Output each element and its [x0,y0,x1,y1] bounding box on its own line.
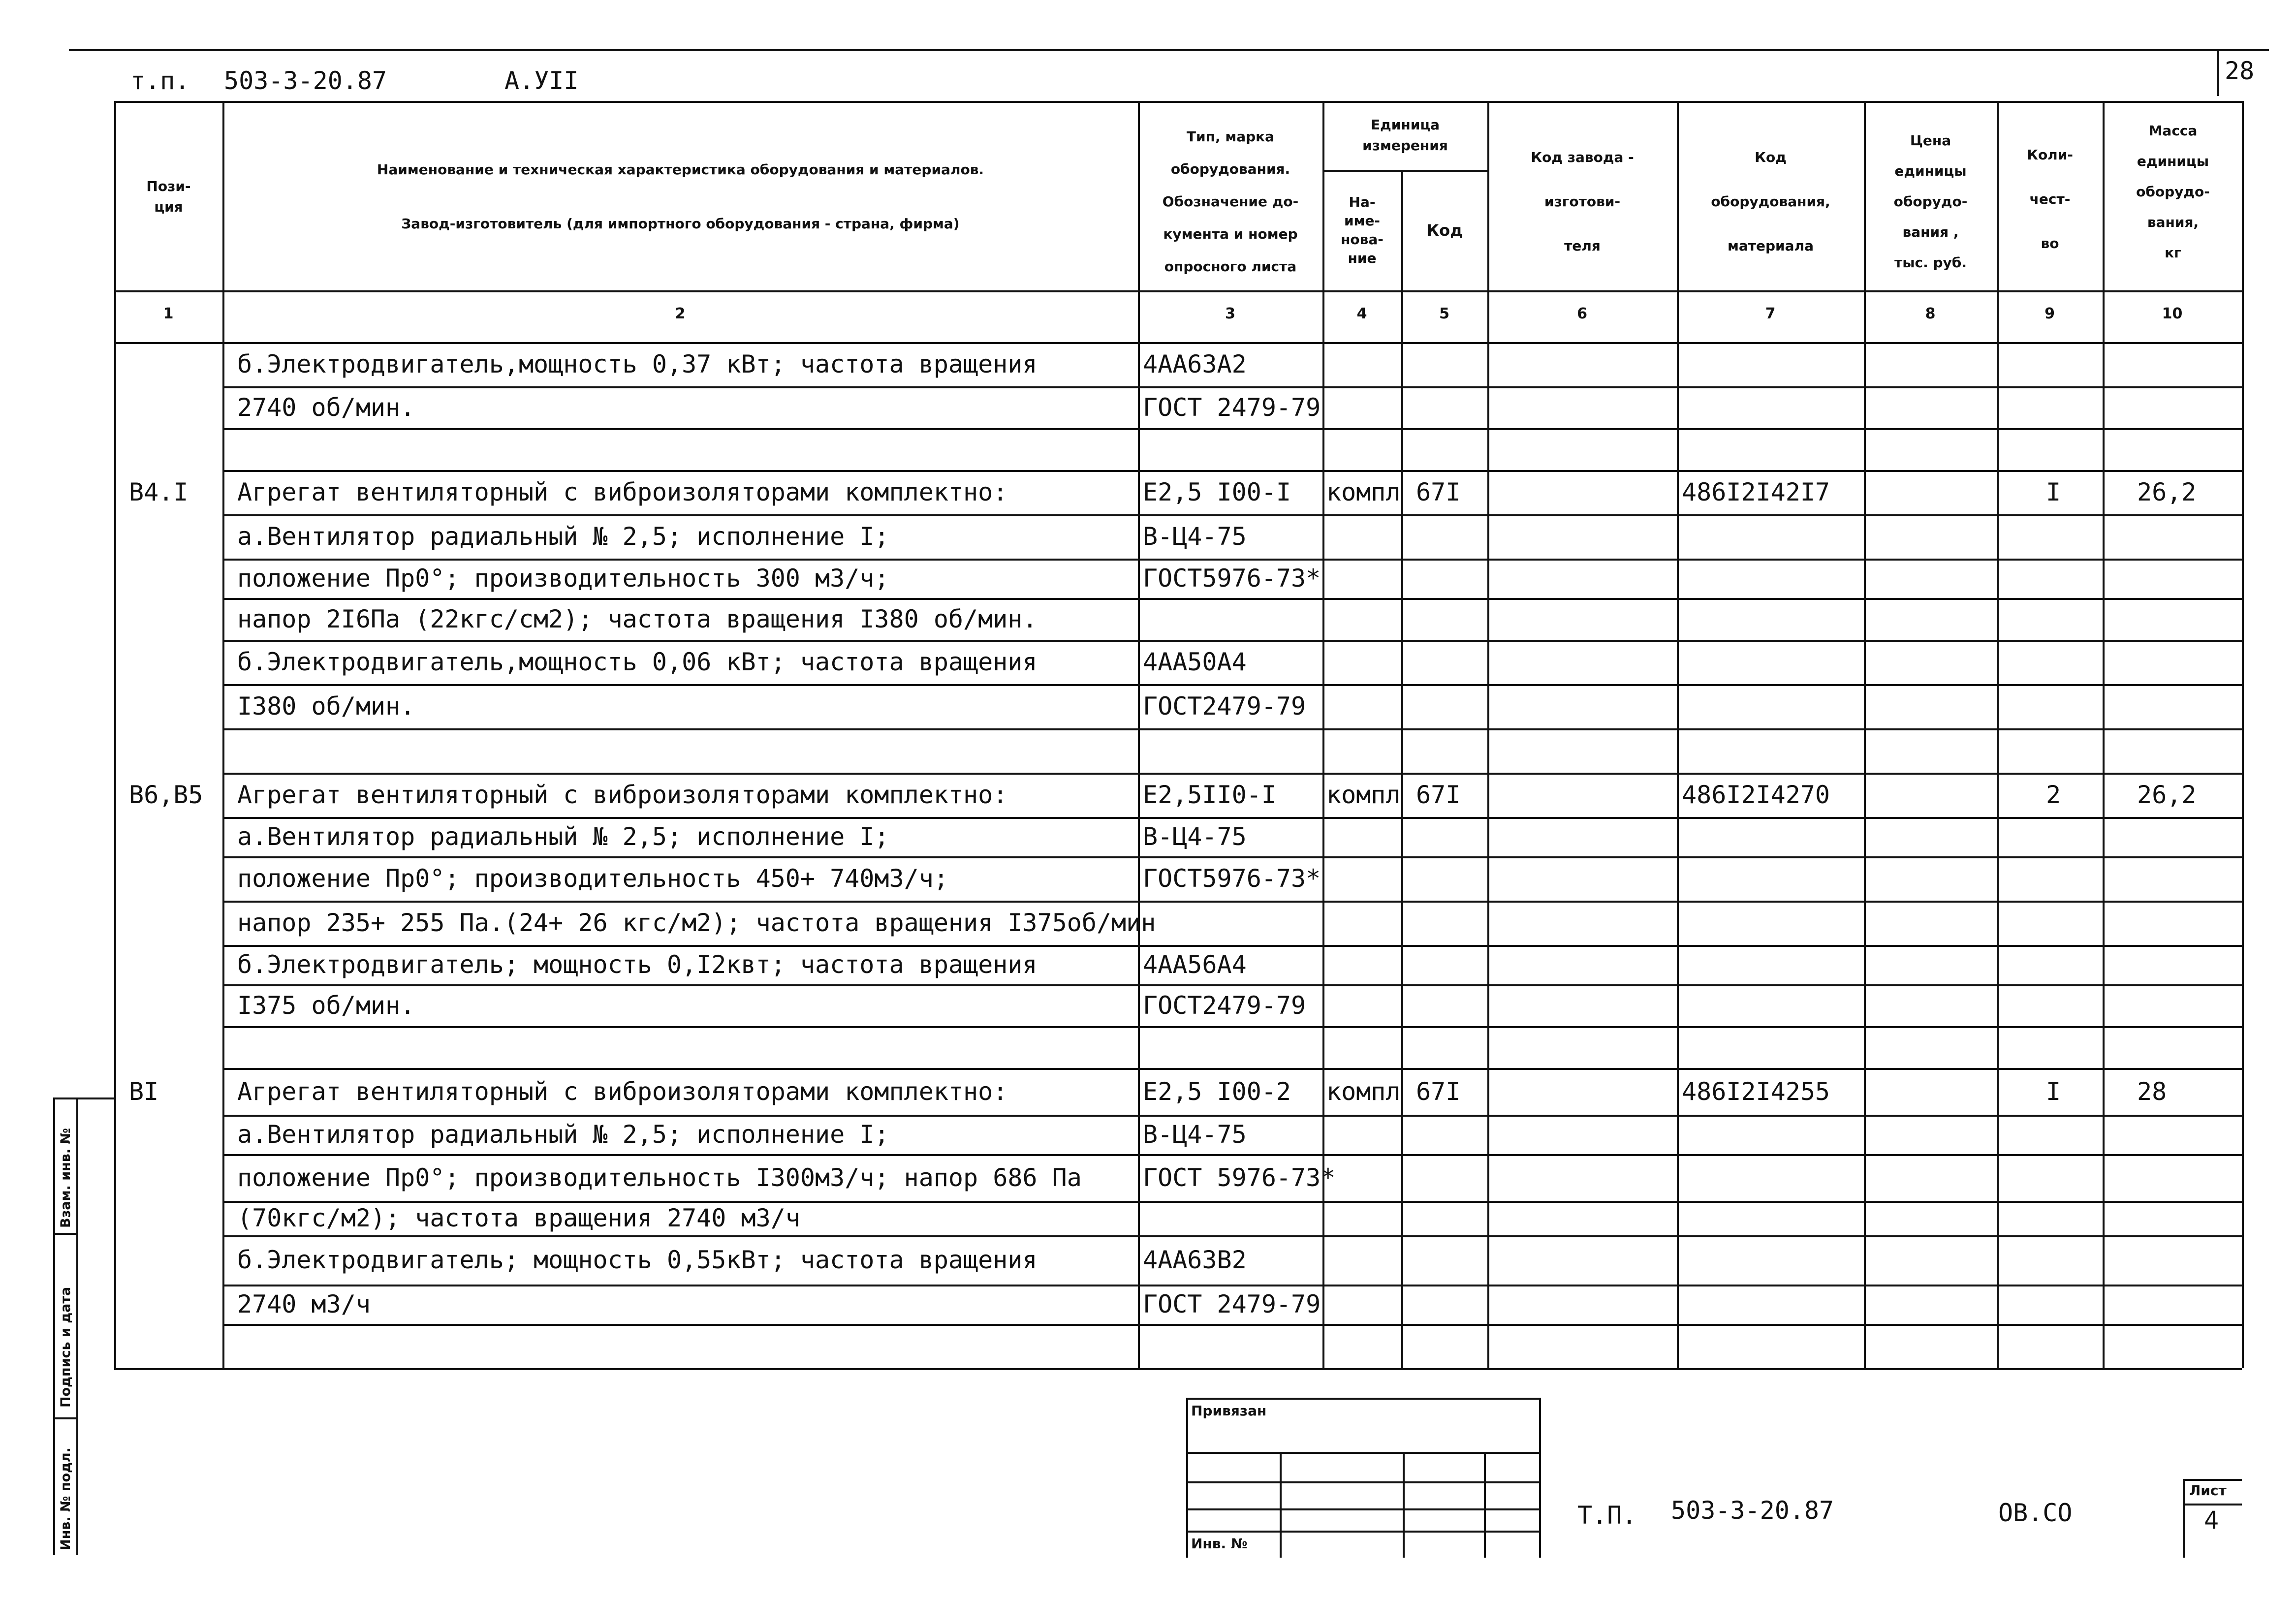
stamp-linked-h3 [1186,1508,1541,1510]
row-line-11 [222,817,2242,819]
col-line-7 [1864,101,1866,1368]
row-name: напор 2I6Па (22кгс/см2); частота вращения I380 об/мин. [237,604,1038,633]
row-position: В6,В5 [129,781,203,809]
sheet-box-left [2217,49,2219,96]
row-quantity: I [2046,478,2061,506]
side-stamp-top-line [53,1097,115,1099]
row-line-18 [222,1115,2242,1117]
row-type: ГОСТ2479-79 [1143,991,1306,1020]
row-type: Е2,5 I00-2 [1143,1077,1291,1106]
col1-header: Пози- ция [146,178,191,215]
stamp-inv-label: Инв. № [1191,1536,1248,1552]
row-type: ГОСТ5976-73* [1143,864,1321,893]
row-name: 2740 м3/ч [237,1290,371,1318]
row-line-5 [222,559,2242,561]
row-line-1 [222,386,2242,388]
col-line-0 [114,101,116,1368]
row-equipment-code: 486I2I4255 [1682,1077,1830,1106]
row-type: ГОСТ5976-73* [1143,564,1321,593]
col5-header: Код [1426,220,1463,240]
side-stamp-div2 [53,1417,78,1419]
col-line-10 [2242,101,2244,1368]
table-top-border [114,101,2242,103]
row-type: ГОСТ2479-79 [1143,692,1306,721]
column-number: 6 [1577,305,1587,322]
row-line-14 [222,945,2242,947]
row-type: ГОСТ 2479-79 [1143,1290,1321,1318]
row-name: Агрегат вентиляторный с виброизоляторами комплектно: [237,781,1008,809]
row-quantity: 2 [2046,781,2061,809]
row-name: а.Вентилятор радиальный № 2,5; исполнение I; [237,522,889,551]
col-line-8 [1997,101,1999,1368]
row-line-3 [222,470,2242,472]
col-line-2 [1138,101,1140,1368]
col-line-5 [1487,101,1489,1368]
row-position: ВI [129,1077,159,1106]
row-type: В-Ц4-75 [1143,1120,1247,1149]
row-type: 4АА63В2 [1143,1246,1247,1274]
row-line-17 [222,1068,2242,1070]
row-line-12 [222,856,2242,858]
col-line-4 [1401,170,1403,1368]
stamp-sheet-label: Лист [2189,1482,2227,1499]
row-line-9 [222,728,2242,730]
stamp-sheet-top [2183,1479,2242,1481]
album-code: А.УII [504,66,579,95]
row-type: 4АА56А4 [1143,950,1247,979]
row-name: а.Вентилятор радиальный № 2,5; исполнение I; [237,822,889,851]
column-number: 4 [1356,305,1367,322]
row-name: Агрегат вентиляторный с виброизоляторами комплектно: [237,1077,1008,1106]
row-line-15 [222,984,2242,986]
col6-header: Код завода - изготови- теля [1531,149,1634,254]
row-line-22 [222,1285,2242,1286]
number-row-bottom-border [114,342,2242,344]
row-name: (70кгс/м2); частота вращения 2740 м3/ч [237,1204,800,1232]
col8-header: Цена единицы оборудо- вания , тыс. руб. [1893,132,1968,271]
row-unit: компл [1326,781,1401,809]
side-stamp-mid-line [76,1097,78,1555]
stamp-linked-right [1539,1398,1541,1558]
row-name: I380 об/мин. [237,692,415,721]
row-name: положение Пр0°; производительность 450+ 740м3/ч; [237,864,948,893]
stamp-linked-h4 [1186,1531,1541,1533]
row-line-20 [222,1201,2242,1203]
stamp-linked-h2 [1186,1481,1541,1483]
col-line-9 [2103,101,2105,1368]
row-type: В-Ц4-75 [1143,522,1247,551]
unit-group-divider [1322,170,1487,172]
col7-header: Код оборудования, материала [1711,149,1830,254]
row-name: положение Пр0°; производительность 300 м3/ч; [237,564,889,593]
row-name: I375 об/мин. [237,991,415,1020]
column-number: 3 [1225,305,1235,322]
row-name: б.Электродвигатель; мощность 0,55кВт; частота вращения [237,1246,1038,1274]
row-name: а.Вентилятор радиальный № 2,5; исполнение I; [237,1120,889,1149]
row-equipment-code: 486I2I4270 [1682,781,1830,809]
sheet-number-top: 28 [2225,57,2255,85]
row-mass: 26,2 [2137,781,2197,809]
col3-header: Тип, марка оборудования. Обозначение до- кумента и номер опросного листа [1162,128,1299,275]
column-number: 5 [1439,305,1449,322]
row-type: 4АА63А2 [1143,350,1247,378]
row-line-19 [222,1154,2242,1156]
header-bottom-border [114,290,2242,292]
row-position: В4.I [129,478,189,506]
stamp-linked-v1 [1280,1452,1282,1558]
row-unit-code: 67I [1416,1077,1461,1106]
row-line-7 [222,640,2242,642]
stamp-code: 503-3-20.87 [1671,1496,1834,1525]
stamp-linked-v2 [1403,1452,1405,1558]
column-number: 9 [2044,305,2055,322]
stamp-sheet-mid [2183,1504,2242,1505]
column-number: 7 [1765,305,1776,322]
row-line-16 [222,1026,2242,1028]
row-quantity: I [2046,1077,2061,1106]
side-stamp-left-line [53,1097,55,1555]
stamp-sheet-left [2183,1479,2185,1558]
column-number: 1 [163,305,174,322]
row-line-23 [222,1324,2242,1326]
row-name: б.Электродвигатель; мощность 0,I2квт; частота вращения [237,950,1038,979]
row-line-8 [222,684,2242,686]
row-line-4 [222,514,2242,516]
side-stamp-replace-inv: Взам. инв. № [58,1128,73,1228]
row-line-13 [222,901,2242,903]
row-unit: компл [1326,478,1401,506]
column-number: 10 [2162,305,2183,322]
col2-header: Наименование и техническая характеристика оборудования и материалов. Завод-изготовитель (для импортного оборудования - страна, фирма) [377,161,984,232]
stamp-linked-left [1186,1398,1188,1558]
row-line-2 [222,428,2242,430]
row-unit-code: 67I [1416,781,1461,809]
side-stamp-div1 [53,1233,78,1235]
col10-header: Масса единицы оборудо- вания, кг [2136,123,2210,261]
row-line-10 [222,773,2242,775]
row-unit: компл [1326,1077,1401,1106]
table-bottom-border [114,1368,2242,1370]
row-name: положение Пр0°; производительность I300м3/ч; напор 686 Па [237,1163,1082,1192]
row-mass: 28 [2137,1077,2167,1106]
row-unit-code: 67I [1416,478,1461,506]
row-type: ГОСТ 2479-79 [1143,393,1321,422]
row-name: Агрегат вентиляторный с виброизоляторами комплектно: [237,478,1008,506]
column-number: 2 [675,305,686,322]
doc-code: т.п. [130,66,190,95]
row-name: напор 235+ 255 Па.(24+ 26 кгс/м2); частота вращения I375об/мин [237,909,1156,937]
column-number: 8 [1925,305,1936,322]
col9-header: Коли- чест- во [2027,147,2073,251]
row-type: ГОСТ 5976-73* [1143,1163,1336,1192]
side-stamp-original-inv: Инв. № подл. [58,1447,73,1550]
stamp-linked-v3 [1484,1452,1486,1558]
row-equipment-code: 486I2I42I7 [1682,478,1830,506]
row-name: б.Электродвигатель,мощность 0,06 кВт; частота вращения [237,648,1038,676]
stamp-linked-h1 [1186,1452,1541,1454]
page-top-line [69,49,2269,51]
stamp-linked-label: Привязан [1191,1403,1267,1419]
stamp-code-prefix: Т.П. [1577,1501,1637,1530]
stamp-mark: ОВ.СО [1998,1499,2073,1527]
stamp-sheet-number: 4 [2204,1506,2219,1535]
row-type: Е2,5 I00-I [1143,478,1291,506]
row-mass: 26,2 [2137,478,2197,506]
stamp-linked-top [1186,1398,1541,1400]
row-line-21 [222,1235,2242,1237]
row-type: 4АА50А4 [1143,648,1247,676]
row-type: В-Ц4-75 [1143,822,1247,851]
project-number: 503-3-20.87 [224,66,387,95]
unit-group-header: Единица измерения [1362,117,1448,154]
row-name: 2740 об/мин. [237,393,415,422]
col4-header: На- име- нова- ние [1341,193,1384,266]
row-type: Е2,5II0-I [1143,781,1276,809]
row-name: б.Электродвигатель,мощность 0,37 кВт; частота вращения [237,350,1038,378]
col-line-6 [1677,101,1679,1368]
col-line-1 [222,101,224,1368]
side-stamp-signature-date: Подпись и дата [58,1286,73,1408]
row-line-6 [222,598,2242,600]
